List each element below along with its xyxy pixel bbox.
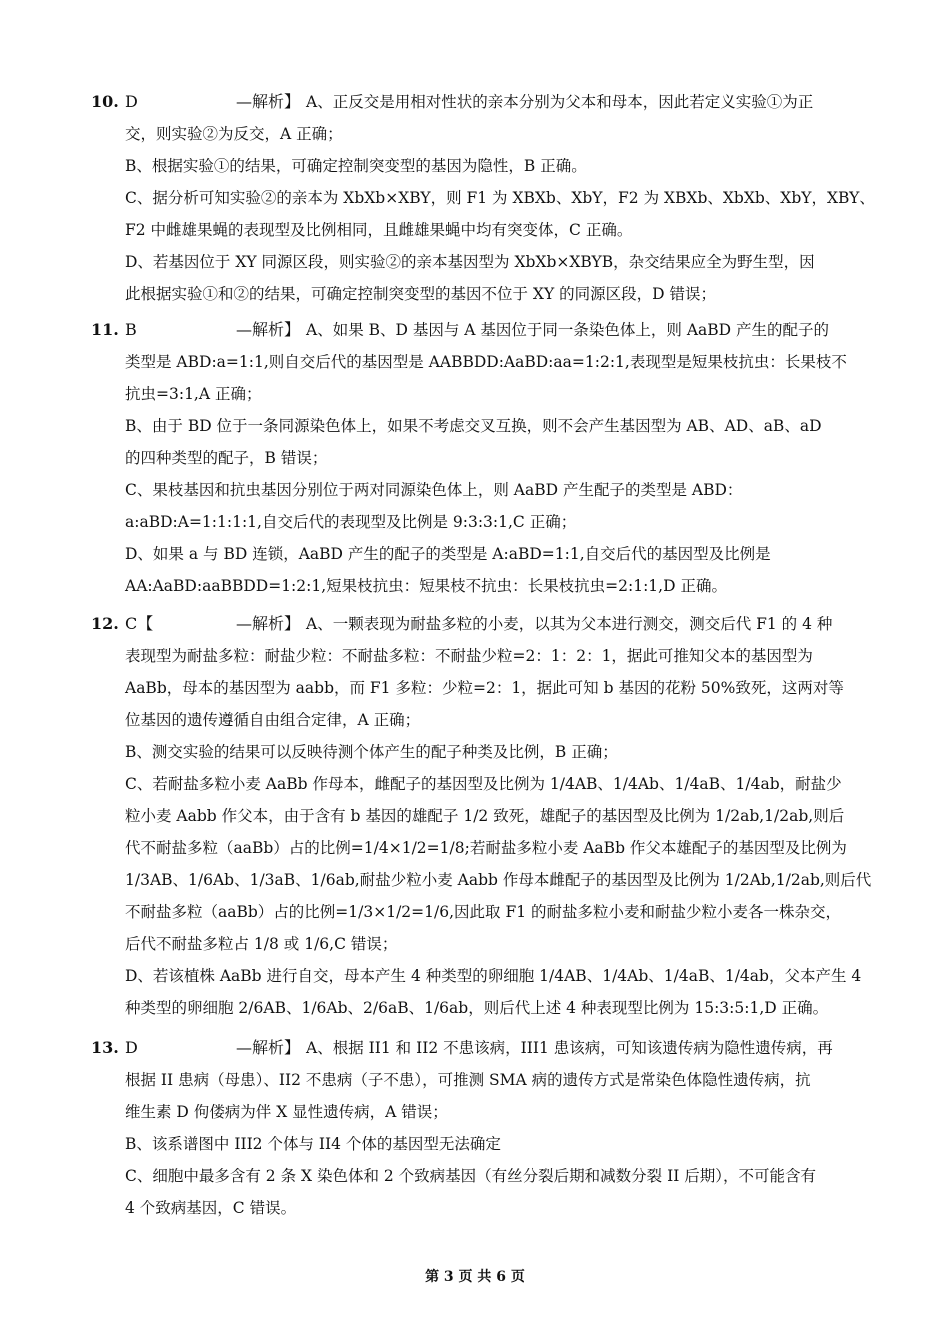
analysis-line: D、如果 a 与 BD 连锁，AaBD 产生的配子的类型是 A:aBD=1:1,自交后代的基因型及比例是 [125, 545, 771, 563]
page-footer: 第 3 页 共 6 页 [425, 1269, 525, 1285]
question-header [91, 1034, 863, 1066]
question-header [91, 316, 863, 348]
question-number: 12. [91, 614, 119, 633]
analysis-tag: —解析】 [236, 320, 301, 339]
analysis-line: D、若该植株 AaBb 进行自交，母本产生 4 种类型的卵细胞 1/4AB、1/4Ab、1/4aB、1/4ab，父本产生 4 [125, 967, 862, 985]
analysis-line: 后代不耐盐多粒占 1/8 或 1/6,C 错误； [125, 935, 398, 953]
analysis-tag: —解析】 [236, 92, 301, 111]
analysis-line: 粒小麦 Aabb 作父本，由于含有 b 基因的雄配子 1/2 致死，雄配子的基因型及比例为 1/2ab,1/2ab,则后 [125, 807, 845, 825]
analysis-line: 4 个致病基因，C 错误。 [125, 1199, 297, 1217]
analysis-line: C、果枝基因和抗虫基因分别位于两对同源染色体上，则 AaBD 产生配子的类型是 ABD： [125, 481, 743, 499]
analysis-line: A、如果 B、D 基因与 A 基因位于同一条染色体上，则 AaBD 产生的配子的 [306, 321, 830, 339]
analysis-tag: —解析】 [236, 614, 301, 633]
analysis-line: AaBb，母本的基因型为 aabb，而 F1 多粒：少粒=2：1，据此可知 b 基因的花粉 50%致死，这两对等 [125, 679, 844, 697]
analysis-line: 1/3AB、1/6Ab、1/3aB、1/6ab,耐盐少粒小麦 Aabb 作母本雌配子的基因型及比例为 1/2Ab,1/2ab,则后代 [125, 871, 872, 889]
analysis-line: B、根据实验①的结果，可确定控制突变型的基因为隐性，B 正确。 [125, 157, 587, 175]
answer-letter: D [125, 92, 138, 111]
question-10 [91, 88, 875, 312]
question-11 [91, 316, 863, 604]
analysis-line: a:aBD:A=1:1:1:1,自交后代的表现型及比例是 9:3:3:1,C 正确； [125, 513, 577, 531]
question-number: 13. [91, 1038, 119, 1057]
analysis-line: C、细胞中最多含有 2 条 X 染色体和 2 个致病基因（有丝分裂后期和减数分裂 II 后期），不可能含有 [125, 1167, 817, 1185]
analysis-line: 此根据实验①和②的结果，可确定控制突变型的基因不位于 XY 的同源区段，D 错误； [125, 285, 716, 303]
analysis-line: B、由于 BD 位于一条同源染色体上，如果不考虑交叉互换，则不会产生基因型为 AB、AD、aB、aD [125, 417, 822, 435]
analysis-line: A、一颗表现为耐盐多粒的小麦，以其为父本进行测交，测交后代 F1 的 4 种 [306, 615, 833, 633]
analysis-line: 表现型为耐盐多粒：耐盐少粒：不耐盐多粒：不耐盐少粒=2：1：2：1，据此可推知父本的基因型为 [125, 647, 813, 665]
answer-letter: C【 [125, 614, 154, 633]
question-12 [91, 610, 872, 1026]
analysis-line: C、若耐盐多粒小麦 AaBb 作母本，雌配子的基因型及比例为 1/4AB、1/4Ab、1/4aB、1/4ab，耐盐少 [125, 775, 842, 793]
analysis-line: 类型是 ABD:a=1:1,则自交后代的基因型是 AABBDD:AaBD:aa=1:2:1,表现型是短果枝抗虫：长果枝不 [125, 353, 847, 371]
question-number: 10. [91, 92, 119, 111]
analysis-line: B、测交实验的结果可以反映待测个体产生的配子种类及比例，B 正确； [125, 743, 618, 761]
answer-letter: B [125, 320, 137, 339]
analysis-tag: —解析】 [236, 1038, 301, 1057]
analysis-line: 交，则实验②为反交，A 正确； [125, 125, 343, 143]
answer-letter: D [125, 1038, 138, 1057]
analysis-line: C、据分析可知实验②的亲本为 XbXb×XBY，则 F1 为 XBXb、XbY，F2 为 XBXb、XbXb、XbY，XBY、 [125, 189, 875, 207]
analysis-line: 种类型的卵细胞 2/6AB、1/6Ab、2/6aB、1/6ab，则后代上述 4 种表现型比例为 15:3:5:1,D 正确。 [125, 999, 829, 1017]
analysis-line: 代不耐盐多粒（aaBb）占的比例=1/4×1/2=1/8;若耐盐多粒小麦 AaBb 作父本雄配子的基因型及比例为 [125, 839, 847, 857]
analysis-line: 根据 II 患病（母患）、II2 不患病（子不患），可推测 SMA 病的遗传方式是常染色体隐性遗传病，抗 [125, 1071, 811, 1089]
analysis-line: 维生素 D 佝偻病为伴 X 显性遗传病，A 错误； [125, 1103, 448, 1121]
analysis-line: D、若基因位于 XY 同源区段，则实验②的亲本基因型为 XbXb×XBYB，杂交结果应全为野生型，因 [125, 253, 815, 271]
question-number: 11. [91, 320, 119, 339]
analysis-line: B、该系谱图中 III2 个体与 II4 个体的基因型无法确定 [125, 1135, 501, 1153]
analysis-line: F2 中雌雄果蝇的表现型及比例相同，且雌雄果蝇中均有突变体，C 正确。 [125, 221, 633, 239]
analysis-line: 不耐盐多粒（aaBb）占的比例=1/3×1/2=1/6,因此取 F1 的耐盐多粒小麦和耐盐少粒小麦各一株杂交， [125, 903, 841, 921]
analysis-line: 的四种类型的配子，B 错误； [125, 449, 328, 467]
analysis-line: 抗虫=3:1,A 正确； [125, 385, 262, 403]
analysis-line: 位基因的遗传遵循自由组合定律，A 正确； [125, 711, 421, 729]
analysis-line: AA:AaBD:aaBBDD=1:2:1,短果枝抗虫：短果枝不抗虫：长果枝抗虫=2:1:1,D 正确。 [125, 577, 727, 595]
question-header [91, 88, 863, 120]
question-13 [91, 1034, 863, 1226]
analysis-line: A、正反交是用相对性状的亲本分别为父本和母本，因此若定义实验①为正 [306, 93, 814, 111]
question-header [91, 610, 863, 642]
analysis-line: A、根据 II1 和 II2 不患该病，III1 患该病，可知该遗传病为隐性遗传病，再 [306, 1039, 833, 1057]
